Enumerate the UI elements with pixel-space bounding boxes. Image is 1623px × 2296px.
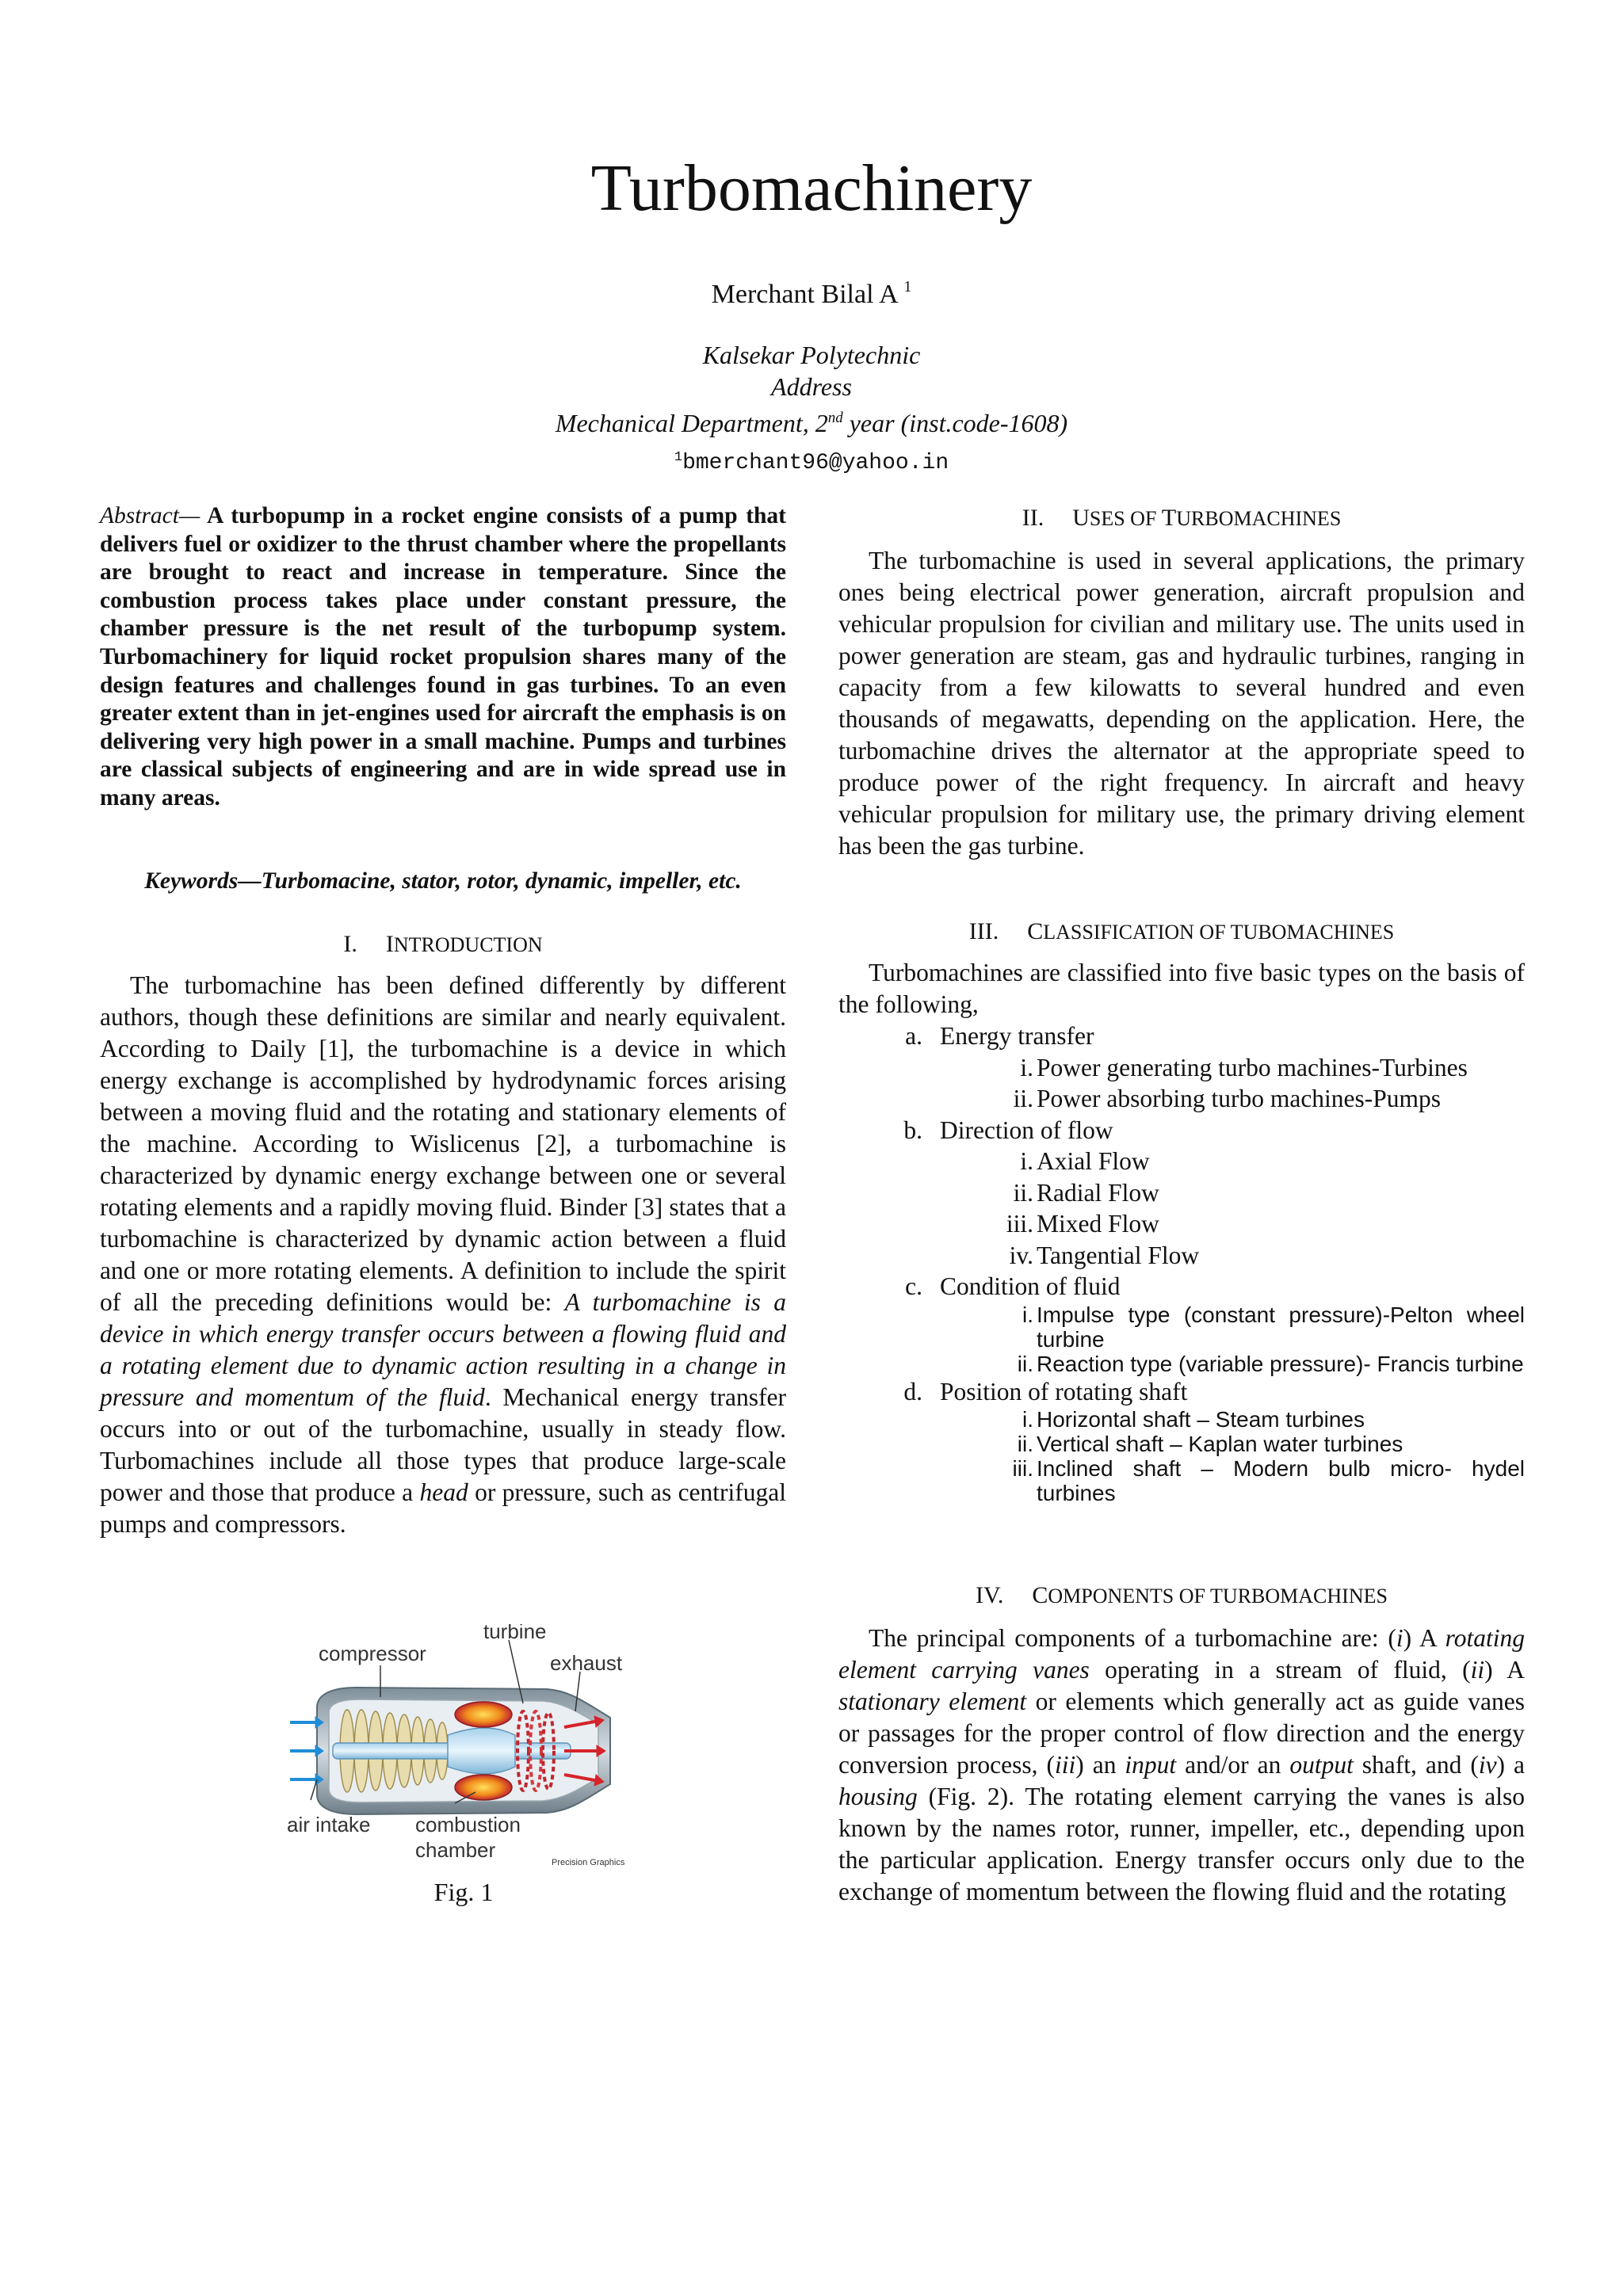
label-air-intake: air intake	[287, 1813, 371, 1836]
author-email: $^1$bmerchant96@yahoo.in	[674, 450, 949, 475]
list-item: ii. Radial Flow	[1013, 1178, 1159, 1207]
components-paragraph: The principal components of a turbomachine are: (i) A rotating element carrying vanes operating in a stream of fluid, (ii) A stationary element or elements which generally act as guide vanes or passages for the proper control of flow direction and the energy conversion process, (iii) an input and/or an output shaft, and (iv) a housing (Fig. 2). The rotating element carrying the vanes is also known by the names rotor, runner, impeller, etc., depending upon the particular application. Energy transfer occurs only due to the exchange of momentum between the flowing fluid and the rotating	[838, 1624, 1526, 1905]
introduction-body	[100, 970, 786, 1540]
label-turbine: turbine	[483, 1624, 547, 1643]
abstract-label: Abstract—	[100, 503, 200, 528]
list-item: b. Direction of flow	[903, 1116, 1113, 1144]
list-item: ii. Vertical shaft – Kaplan water turbines	[1017, 1432, 1403, 1456]
list-item: i. Axial Flow	[1020, 1147, 1150, 1175]
section-heading-components: IV. COMPONENTS OF TURBOMACHINES	[976, 1582, 1388, 1608]
section-heading-classification: III. CLASSIFICATION OF TUBOMACHINES	[968, 918, 1395, 944]
address: Address	[771, 372, 852, 401]
components-body	[838, 1623, 1525, 1908]
engine-spool	[448, 1728, 515, 1774]
uses-paragraph: The turbomachine is used in several applications, the primary ones being electrical power generation, aircraft propulsion and vehicular propulsion for civilian and military use. The units used in power generation are steam, gas and hydraulic turbines, ranging in capacity from a few kilowatts to several hundred and even thousands of megawatts, depending on the application. Here, the turbomachine drives the alternator at the appropriate speed to produce power of the right frequency. In aircraft and heavy vehicular propulsion for military use, the primary driving element has been the gas turbine.	[838, 547, 1525, 860]
section-heading-introduction: I. INTRODUCTION	[343, 931, 543, 957]
list-item: d. Position of rotating shaft	[903, 1377, 1188, 1405]
email-mark: 1	[674, 450, 683, 465]
keywords: Keywords—Turbomacine, stator, rotor, dynamic, impeller, etc.	[144, 868, 742, 894]
label-compressor: compressor	[319, 1642, 426, 1665]
list-item: c. Condition of fluid	[905, 1272, 1121, 1300]
abstract-text: A turbopump in a rocket engine consists of a pump that delivers fuel or oxidizer to the thrust chamber where the propellants are brought to react and increase in temperature. Since the combustion process takes place under constant pressure, the chamber pressure is the net result of the turbopump system. Turbomachinery for liquid rocket propulsion shares many of the design features and challenges found in gas turbines. To an even greater extent than in jet-engines used for aircraft the emphasis is on delivering very high power in a small machine. Pumps and turbines are classical subjects of engineering and are in wide spread use in many areas.	[100, 503, 786, 810]
figure-credit: Precision Graphics	[552, 1858, 625, 1867]
list-item: ii. Reaction type (variable pressure)- Francis turbine	[1017, 1351, 1524, 1376]
list-item: iii. Mixed Flow	[1006, 1210, 1159, 1238]
list-item: iii. Inclined shaft – Modern bulb micro- hydel turbines	[1012, 1456, 1525, 1505]
label-exhaust: exhaust	[550, 1651, 623, 1675]
author-mark: 1	[903, 278, 912, 296]
uses-body	[838, 545, 1525, 862]
list-item: a. Energy transfer	[905, 1022, 1094, 1050]
list-item: i. Horizontal shaft – Steam turbines	[1022, 1407, 1365, 1432]
department: Mechanical Department, 2nd year (inst.code-1608)	[555, 409, 1068, 437]
author-name: Merchant Bilal A	[711, 280, 897, 309]
paper-title: Turbomachinery	[590, 151, 1033, 225]
list-item: ii. Power absorbing turbo machines-Pumps	[1013, 1085, 1442, 1112]
label-chamber: chamber	[415, 1838, 496, 1862]
figure-caption: Fig. 1	[433, 1878, 494, 1906]
affiliation-block	[0, 339, 1623, 437]
introduction-paragraph: The turbomachine has been defined differently by different authors, though these definitions are similar and nearly equivalent. According to Daily [1], the turbomachine is a device in which energy exchange is accomplished by hydrodynamic forces arising between a moving fluid and the rotating and stationary elements of the machine. According to Wislicenus [2], a turbomachine is characterized by dynamic energy exchange between one or several rotating elements and a rapidly moving fluid. Binder [3] states that a turbomachine is characterized by dynamic action between a fluid and one or more rotating elements. A definition to include the spirit of all the preceding definitions would be: A turbomachine is a device in which energy transfer occurs between a flowing fluid and a rotating element due to dynamic action resulting in a change in pressure and momentum of the fluid. Mechanical energy transfer occurs into or out of the turbomachine, usually in steady flow. Turbomachines include all those types that produce large-scale power and those that produce a head or pressure, such as centrifugal pumps and compressors.	[100, 971, 786, 1538]
list-item: i. Impulse type (constant pressure)-Pelton wheel turbine	[1022, 1302, 1525, 1352]
section-heading-uses: II. USES OF TURBOMACHINES	[1022, 505, 1342, 531]
author-line	[0, 269, 1623, 312]
abstract	[100, 502, 786, 813]
jet-engine-figure	[285, 1624, 642, 1886]
list-item: iv. Tangential Flow	[1009, 1241, 1200, 1269]
institution: Kalsekar Polytechnic	[702, 341, 921, 369]
classification-list	[838, 1020, 1525, 1505]
classification-intro: Turbomachines are classified into five basic types on the basis of the following,	[838, 959, 1525, 1018]
list-item: i. Power generating turbo machines-Turbines	[1020, 1053, 1468, 1081]
label-combustion: combustion	[415, 1813, 521, 1836]
